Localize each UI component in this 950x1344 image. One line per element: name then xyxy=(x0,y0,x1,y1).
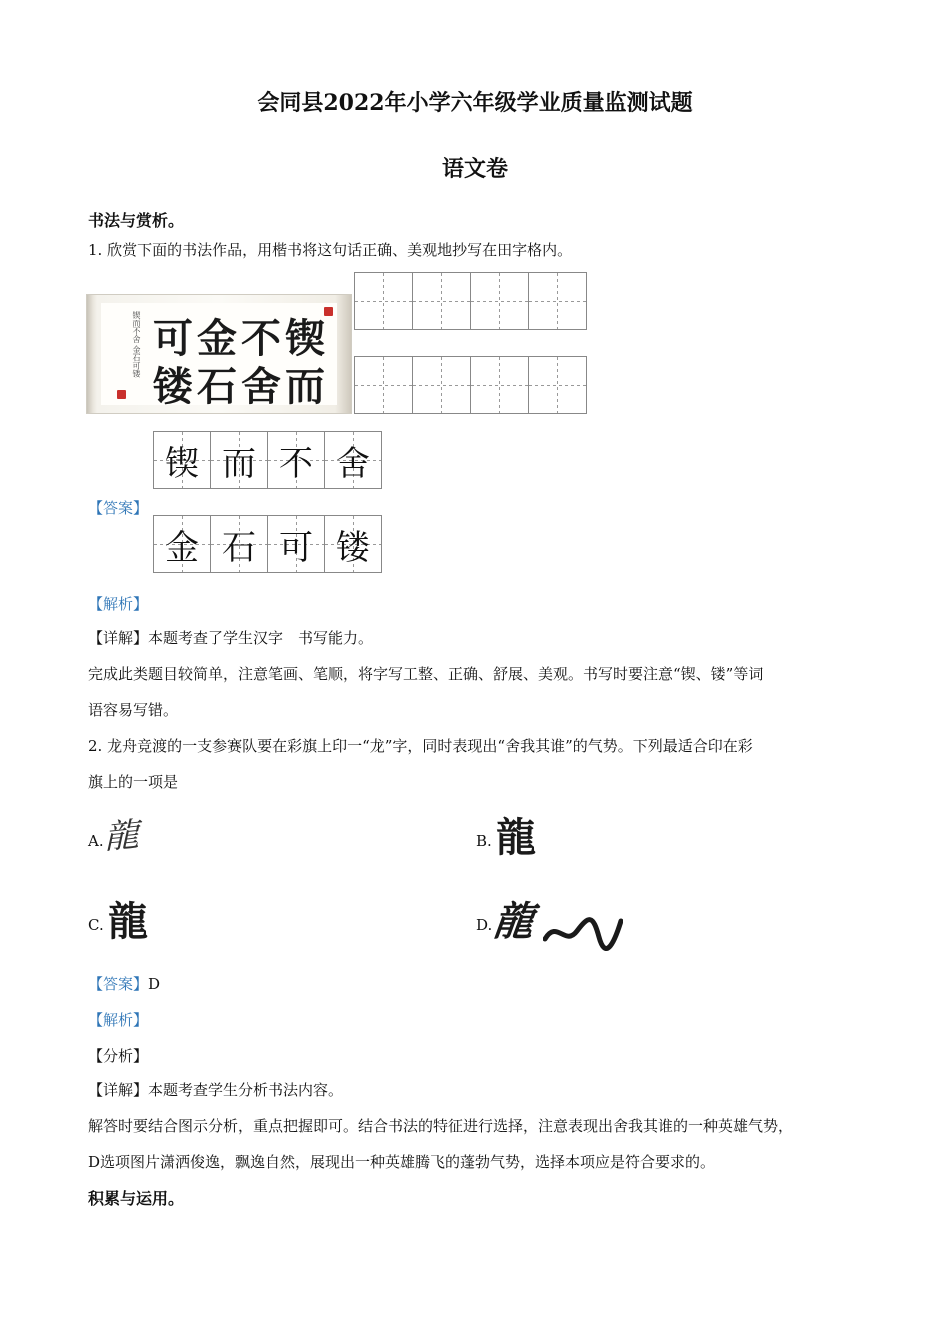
grid-cell xyxy=(412,272,471,330)
q2-answer-line xyxy=(88,966,160,1002)
analysis-label: 【解析】 xyxy=(88,595,149,613)
page-title: 会同县2022年小学六年级学业质量监测试题 xyxy=(257,90,693,116)
grid-cell: 不 xyxy=(267,431,325,489)
analysis-sub-label: 【分析】 xyxy=(88,1047,149,1065)
option-b-dragon-image: 龍 xyxy=(496,814,536,861)
grid-cell: 舍 xyxy=(324,431,382,489)
grid-cell: 可 xyxy=(267,515,325,573)
option-d-label: D. xyxy=(476,916,493,934)
section-heading-calligraphy: 书法与赏析。 xyxy=(88,211,185,230)
detail-text: 【详解】本题考查学生分析书法内容。 xyxy=(88,1081,344,1099)
blank-writing-grid-row-1 xyxy=(355,272,589,330)
question-2-text-line-2: 旗上的一项是 xyxy=(88,773,179,791)
option-c-label: C. xyxy=(88,916,104,934)
answer-grid-row-1 xyxy=(154,431,382,489)
explanation-line-1: 完成此类题目较简单，注意笔画、笔顺，将字写工整、正确、舒展、美观。书写时要注意“锲、镂”等词 xyxy=(88,665,764,683)
question-1-text: 1. 欣赏下面的书法作品，用楷书将这句话正确、美观地抄写在田字格内。 xyxy=(88,241,573,259)
grid-cell: 石 xyxy=(210,515,268,573)
explanation-line-1: 解答时要结合图示分析，重点把握即可。结合书法的特征进行选择，注意表现出舍我其谁的一种英雄气势， xyxy=(88,1117,794,1135)
calligraphy-row-1: 可金不锲 xyxy=(153,315,329,362)
option-b-label: B. xyxy=(476,832,492,850)
grid-cell: 而 xyxy=(210,431,268,489)
grid-cell xyxy=(528,272,587,330)
brush-stroke-icon xyxy=(543,911,623,951)
explanation-line-2: 语容易写错。 xyxy=(88,701,179,719)
option-a-dragon-image: 龍 xyxy=(102,814,147,858)
section-heading-accumulation: 积累与运用。 xyxy=(88,1189,185,1208)
calligraphy-signature: 锲而不舍 金石可镂 xyxy=(132,311,141,378)
grid-cell xyxy=(470,272,529,330)
calligraphy-scroll-image xyxy=(86,294,352,414)
grid-cell xyxy=(354,356,413,414)
answer-label: 【答案】 xyxy=(88,499,149,517)
option-a-label: A. xyxy=(88,832,104,850)
blank-writing-grid-row-2 xyxy=(355,356,589,414)
detail-text: 【详解】本题考查了学生汉字 书写能力。 xyxy=(88,629,374,647)
grid-cell xyxy=(470,356,529,414)
grid-cell: 锲 xyxy=(153,431,211,489)
option-c-dragon-image: 龍 xyxy=(108,898,148,945)
page-subtitle: 语文卷 xyxy=(441,156,508,182)
answer-value: D xyxy=(148,975,161,993)
question-2-text-line-1: 2. 龙舟竞渡的一支参赛队要在彩旗上印一“龙”字，同时表现出“舍我其谁”的气势。下列最适合印在彩 xyxy=(88,737,753,755)
calligraphy-row-2: 镂石舍而 xyxy=(153,363,329,410)
option-d-dragon-image: 龍 xyxy=(498,890,623,951)
analysis-label: 【解析】 xyxy=(88,1011,149,1029)
grid-cell: 金 xyxy=(153,515,211,573)
explanation-line-2: D选项图片潇洒俊逸，飘逸自然，展现出一种英雄腾飞的蓬勃气势，选择本项应是符合要求的。 xyxy=(88,1153,716,1171)
grid-cell xyxy=(412,356,471,414)
seal-stamp xyxy=(117,390,126,399)
grid-cell xyxy=(354,272,413,330)
grid-cell xyxy=(528,356,587,414)
answer-grid-row-2 xyxy=(154,515,382,573)
grid-cell: 镂 xyxy=(324,515,382,573)
answer-label: 【答案】 xyxy=(88,975,149,993)
